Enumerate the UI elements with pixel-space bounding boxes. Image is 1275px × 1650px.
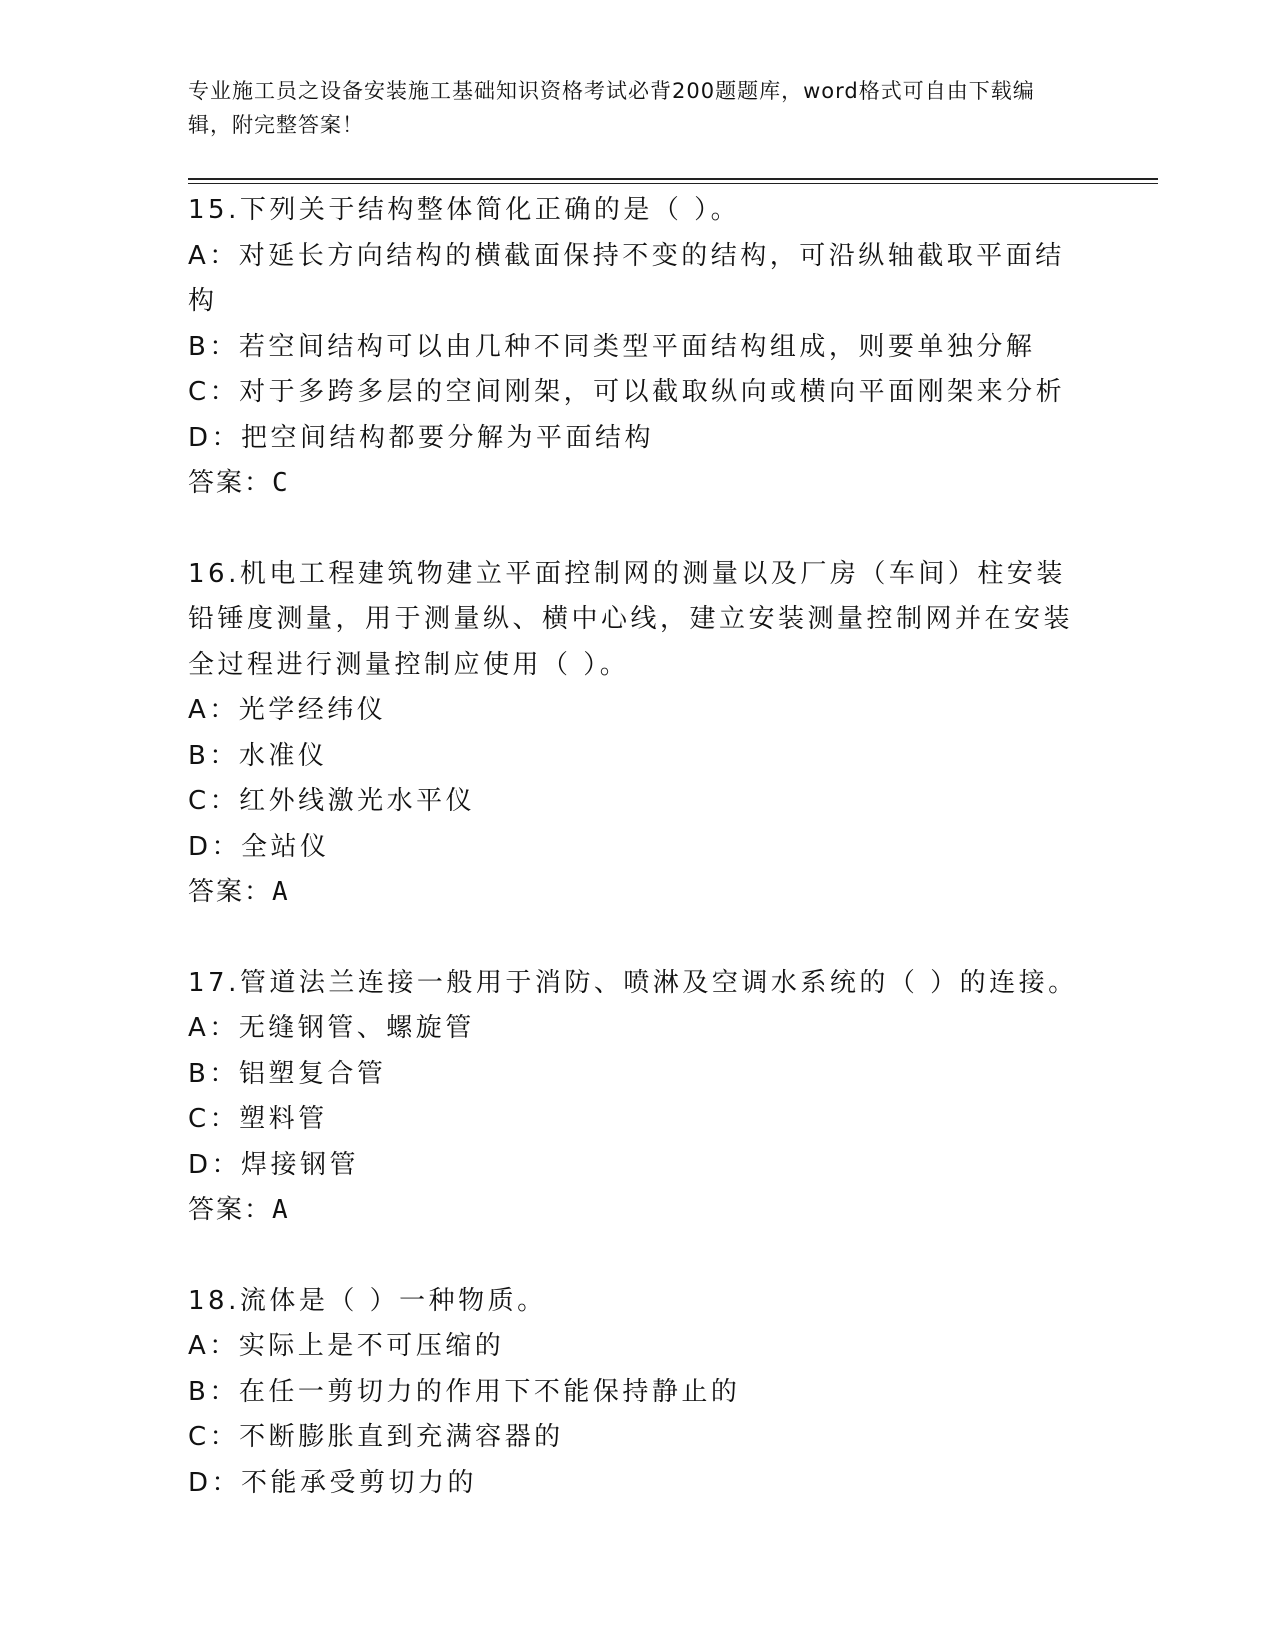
option-d: D：焊接钢管 xyxy=(188,1149,360,1180)
answer-value: C xyxy=(272,468,290,498)
question-stem: 16.机电工程建筑物建立平面控制网的测量以及厂房（车间）柱安装铅锤度测量，用于测量纵、横中心线，建立安装测量控制网并在安装全过程进行测量控制应使用（ ）。 xyxy=(188,558,1074,680)
header-divider-thin xyxy=(188,183,1158,184)
option-c: C：不断膨胀直到充满容器的 xyxy=(188,1422,564,1452)
answer-line xyxy=(188,461,1088,507)
question-18 xyxy=(188,1279,1088,1507)
answer-label: 答案： xyxy=(188,877,273,907)
answer-label: 答案： xyxy=(188,468,273,498)
option-a: A：光学经纬仪 xyxy=(188,695,387,725)
option-b: B：在任一剪切力的作用下不能保持静止的 xyxy=(188,1376,741,1407)
option-a: A：实际上是不可压缩的 xyxy=(188,1331,505,1361)
question-17 xyxy=(188,961,1088,1234)
question-16 xyxy=(188,552,1088,916)
answer-line xyxy=(188,1188,1088,1234)
option-b: B：铝塑复合管 xyxy=(188,1058,387,1089)
question-list xyxy=(188,188,1088,1551)
option-d: D：把空间结构都要分解为平面结构 xyxy=(188,422,655,453)
option-c: C：红外线激光水平仪 xyxy=(188,786,476,816)
option-a: A：对延长方向结构的横截面保持不变的结构，可沿纵轴截取平面结构 xyxy=(188,240,1065,316)
question-stem: 18.流体是（ ）一种物质。 xyxy=(188,1285,547,1316)
answer-label: 答案： xyxy=(188,1195,273,1225)
option-d: D：不能承受剪切力的 xyxy=(188,1467,478,1498)
answer-value: A xyxy=(272,1195,290,1225)
option-c: C：塑料管 xyxy=(188,1104,328,1134)
answer-value: A xyxy=(272,877,290,907)
option-b: B：若空间结构可以由几种不同类型平面结构组成，则要单独分解 xyxy=(188,331,1036,362)
question-stem: 17.管道法兰连接一般用于消防、喷淋及空调水系统的（ ）的连接。 xyxy=(188,967,1078,998)
option-a: A：无缝钢管、螺旋管 xyxy=(188,1013,475,1043)
question-15 xyxy=(188,188,1088,507)
option-d: D：全站仪 xyxy=(188,831,330,862)
header-divider-thick xyxy=(188,178,1158,180)
option-b: B：水准仪 xyxy=(188,740,328,771)
option-c: C：对于多跨多层的空间刚架，可以截取纵向或横向平面刚架来分析 xyxy=(188,377,1066,407)
document-header: 专业施工员之设备安装施工基础知识资格考试必背200题题库，word格式可自由下载编辑，附完整答案！ xyxy=(188,79,1035,137)
answer-line xyxy=(188,870,1088,916)
question-stem: 15.下列关于结构整体简化正确的是（ ）。 xyxy=(188,195,741,225)
